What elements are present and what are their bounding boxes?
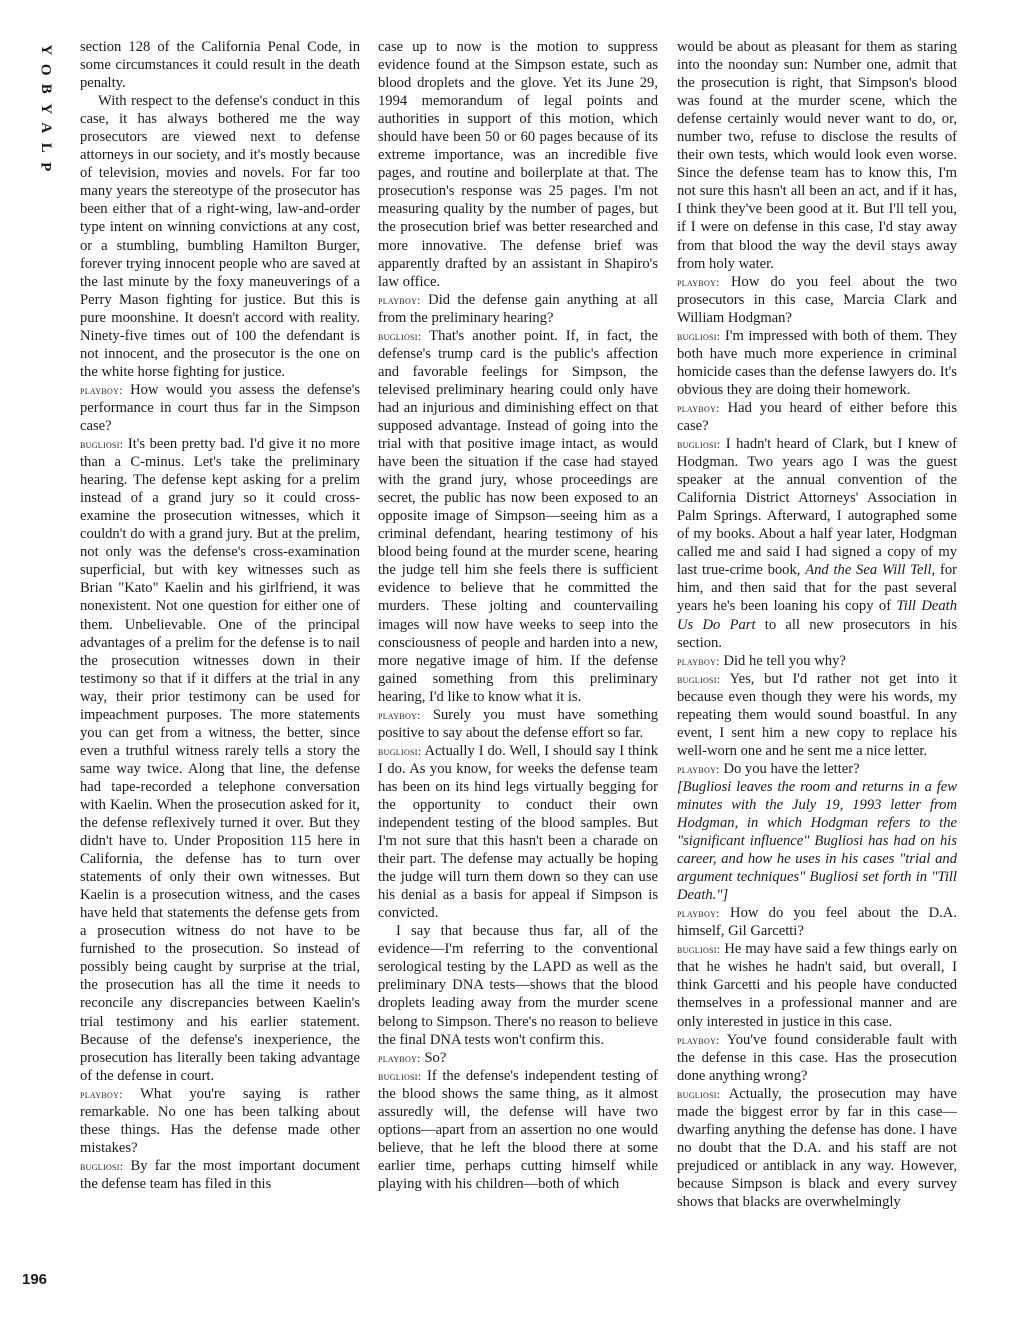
question-text: Had you heard of either before this case? bbox=[677, 399, 957, 434]
speaker-label: playboy: bbox=[677, 400, 720, 415]
text-column-3 bbox=[677, 38, 957, 1298]
speaker-label: bugliosi: bbox=[677, 942, 721, 957]
speaker-label: bugliosi: bbox=[80, 1158, 124, 1173]
speaker-label: playboy: bbox=[80, 1086, 123, 1101]
question-text: What you're saying is rather remarkable. No one has been talking about these things. Has the defense made other mistakes? bbox=[80, 1085, 360, 1156]
speaker-label: bugliosi: bbox=[677, 328, 721, 343]
answer-text: By far the most important document the defense team has filed in this bbox=[80, 1157, 360, 1192]
answer-text: It's been pretty bad. I'd give it no more than a C-minus. Let's take the preliminary hearing. The defense kept asking for a prelim instead of a grand jury so it could cross-examine the prosecution witnesses, which it couldn't do with a grand jury. But at the prelim, not only was the defense's cross-examination superficial, but with key witnesses such as Brian "Kato" Kaelin and his girlfriend, it was nonexistent. Not one question for either one of them. Unbelievable. One of the principal advantages of a prelim for the defense is to nail the prosecution witnesses down in their testimony so that if it differs at the trial in any way, their prior testimony can be used for impeachment purposes. The more statements you can get from a witness, the better, since even a truthful witness rarely tells a story the same way twice. Along that line, the defense had tape-recorded a telephone conversation with Kaelin. When the prosecution asked for it, the defense reflexively turned it over. But they didn't have to. Under Proposition 115 here in California, the defense has to turn over statements of only their own witnesses. But Kaelin is a prosecution witness, and the cases have held that statements the defense gets from a prosecution witness do not have to be furnished to the prosecution. So instead of possibly being caught by surprise at the trial, the prosecution has all the time it needs to reconcile any discrepancies between Kaelin's trial testimony and his earlier statement. Because of the defense's inexperience, the prosecution has literally been taking advantage of the defense in court. bbox=[80, 436, 360, 1084]
speaker-label: bugliosi: bbox=[378, 1068, 422, 1083]
subject-answer bbox=[80, 1157, 360, 1193]
subject-answer bbox=[677, 327, 957, 399]
speaker-label: playboy: bbox=[378, 292, 421, 307]
text-column-1 bbox=[80, 38, 360, 1298]
speaker-label: playboy: bbox=[677, 653, 720, 668]
masthead-letter: B bbox=[37, 83, 54, 94]
subject-answer bbox=[677, 670, 957, 760]
speaker-label: playboy: bbox=[677, 761, 720, 776]
paragraph: case up to now is the motion to suppress evidence found at the Simpson estate, such as blood droplets and the glove. Yet its June 29, 1994 memorandum of legal points and authorities in support of this motion, which should have been 50 or 60 pages because of its extreme importance, was an incredible five pages, and routine and boilerplate at that. The prosecution's response was 25 pages. I'm not measuring quality by the number of pages, but the prosecution brief was better researched and more innovative. The defense brief was apparently drafted by an assistant in Shapiro's law office. bbox=[378, 39, 658, 290]
paragraph: I say that because thus far, all of the evidence—I'm referring to the conventional serological testing by the LAPD as well as the preliminary DNA tests—shows that the blood droplets leading away from the murder scene belong to Simpson. There's no reason to believe the final DNA tests won't confirm this. bbox=[378, 923, 658, 1048]
interviewer-question bbox=[80, 381, 360, 435]
speaker-label: playboy: bbox=[378, 1050, 421, 1065]
page-number: 196 bbox=[22, 1271, 48, 1288]
interviewer-question bbox=[677, 904, 957, 940]
speaker-label: playboy: bbox=[80, 382, 123, 397]
subject-answer bbox=[80, 435, 360, 1085]
interviewer-question bbox=[677, 760, 957, 778]
interviewer-question bbox=[677, 1031, 957, 1085]
interviewer-question bbox=[677, 652, 957, 670]
book-title: And the Sea Will Tell bbox=[805, 562, 932, 579]
editorial-note: [Bugliosi leaves the room and returns in a few minutes with the July 19, 1993 letter from Hodgman, in which Hodgman refers to the "significant influence" Bugliosi has had on his career, and how he uses in his cases "trial and argument techniques" Bugliosi set forth in "Till Death."] bbox=[677, 778, 957, 904]
interviewer-question bbox=[80, 1085, 360, 1157]
masthead-letter: A bbox=[37, 122, 54, 134]
book-title: Till Death Us Do Part bbox=[677, 598, 957, 633]
answer-text: to all new prosecutors in his section. bbox=[677, 616, 957, 651]
interviewer-question bbox=[677, 399, 957, 435]
paragraph: would be about as pleasant for them as staring into the noonday sun: Number one, admit that the prosecution is right, that Simpson's blood was found at the murder scene, which the defense certainly would never want to do, or, number two, refuse to disclose the results of their own tests, which would look even worse. Since the defense team has to know this, I'm not sure this hasn't all been an act, and if it has, I think they've been good at it. But I'll tell you, if I were on defense in this case, I'd stay away from that blood the way the devil stays away from holy water. bbox=[677, 39, 957, 272]
question-text: How would you assess the defense's performance in court thus far in the Simpson case? bbox=[80, 381, 360, 434]
question-text: Do you have the letter? bbox=[723, 760, 860, 777]
answer-text: He may have said a few things early on that he wishes he hadn't said, but overall, I think Garcetti and his people have conducted themselves in a professional manner and are only interested in justice in this case. bbox=[677, 941, 957, 1030]
speaker-label: bugliosi: bbox=[677, 1086, 721, 1101]
speaker-label: playboy: bbox=[677, 1032, 720, 1047]
speaker-label: playboy: bbox=[677, 274, 720, 289]
answer-text: That's another point. If, in fact, the defense's trump card is the public's affection and favorable feelings for Simpson, the televised preliminary hearing could only have had an injurious and diminishing effect on that supposed advantage. Instead of going into the trial with that positive image intact, as would have been the situation if the case had stayed with the grand jury, whose proceedings are secret, the public has now been exposed to an opposite image of Simpson—seeing him as a criminal defendant, hearing testimony of his blood being found at the murder scene, hearing the judge tell him she feels there is sufficient evidence to believe that he committed the murders. These jolting and countervailing images will now have weeks to seep into the consciousness of people and harden into a new, more negative image of him. If the defense gained something from this preliminary hearing, I'd like to know what it is. bbox=[378, 327, 658, 705]
speaker-label: bugliosi: bbox=[677, 437, 721, 452]
masthead-letter: O bbox=[37, 63, 54, 76]
answer-text: I'm impressed with both of them. They both have much more experience in criminal homicide cases than the defense lawyers do. It's obvious they are doing their homework. bbox=[677, 327, 957, 398]
interviewer-question bbox=[378, 291, 658, 327]
question-text: How do you feel about the D.A. himself, Gil Garcetti? bbox=[677, 905, 957, 940]
question-text: You've found considerable fault with the defense in this case. Has the prosecution done anything wrong? bbox=[677, 1031, 957, 1084]
question-text: How do you feel about the two prosecutors in this case, Marcia Clark and William Hodgman? bbox=[677, 273, 957, 326]
speaker-label: bugliosi: bbox=[677, 671, 721, 686]
masthead-letter: P bbox=[37, 162, 54, 172]
speaker-label: bugliosi: bbox=[80, 437, 124, 452]
masthead-letter: Y bbox=[37, 102, 54, 114]
question-text: Did he tell you why? bbox=[723, 652, 846, 669]
answer-text: Actually, the prosecution may have made the biggest error by far in this case—dwarfing anything the defense has done. I have no doubt that the D.A. and his staff are not prejudiced or antiblack in any way. However, because Simpson is black and every survey shows that blacks are overwhelmingly bbox=[677, 1085, 957, 1210]
text-column-2 bbox=[378, 38, 658, 1298]
answer-text: Yes, but I'd rather not get into it because even though they were his words, my repeating them would sound boastful. In any event, I sent him a new copy to replace his well-worn one and he sent me a nice letter. bbox=[677, 670, 957, 759]
interviewer-question bbox=[378, 1049, 658, 1067]
paragraph: section 128 of the California Penal Code, in some circumstances it could result in the death penalty. bbox=[80, 39, 360, 92]
question-text: Did the defense gain anything at all from the preliminary hearing? bbox=[378, 291, 658, 326]
speaker-label: bugliosi: bbox=[378, 328, 422, 343]
subject-answer bbox=[677, 435, 957, 652]
subject-answer bbox=[378, 742, 658, 922]
interviewer-question bbox=[378, 706, 658, 742]
subject-answer bbox=[677, 1085, 957, 1211]
answer-text: If the defense's independent testing of the blood shows the same thing, as it almost assuredly will, the defense will have two options—apart from an assertion no one would believe, that he left the blood there at some earlier time, perhaps cutting himself while playing with his children—both of which bbox=[378, 1067, 658, 1192]
question-text: So? bbox=[424, 1049, 447, 1066]
masthead-playboy bbox=[26, 40, 60, 177]
masthead-letter: L bbox=[37, 142, 54, 153]
subject-answer bbox=[677, 940, 957, 1030]
interviewer-question bbox=[677, 273, 957, 327]
speaker-label: playboy: bbox=[378, 707, 421, 722]
speaker-label: playboy: bbox=[677, 906, 720, 921]
paragraph: With respect to the defense's conduct in this case, it has always bothered me the way prosecutors are viewed next to defense attorneys in our society, and it's mostly because of television, movies and novels. For far too many years the stereotype of the prosecutor has been either that of a right-wing, law-and-order type intent on winning convictions at any cost, or a stumbling, bumbling Hamilton Burger, forever trying innocent people who are saved at the last minute by the foxy maneuverings of a Perry Mason fighting for justice. But this is pure moonshine. It doesn't accord with reality. Ninety-five times out of 100 the defendant is not innocent, and the prosecutor is the one on the white horse fighting for justice. bbox=[80, 93, 360, 380]
speaker-label: bugliosi: bbox=[378, 743, 422, 758]
masthead-letter: Y bbox=[37, 44, 54, 56]
answer-text: Actually I do. Well, I should say I think I do. As you know, for weeks the defense team has been on its hind legs virtually begging for the opportunity to conduct their own independent testing of the blood samples. But I'm not sure that this hasn't been a charade on their part. The defense may actually be hoping the judge will turn them down so they can use his denial as a basis for appeal if Simpson is convicted. bbox=[378, 742, 658, 922]
subject-answer bbox=[378, 327, 658, 706]
subject-answer bbox=[378, 1067, 658, 1193]
answer-text: , for him, and then said that for the past several years he's been loaning his copy of bbox=[677, 562, 957, 615]
question-text: Surely you must have something positive to say about the defense effort so far. bbox=[378, 706, 658, 741]
answer-text: I hadn't heard of Clark, but I knew of Hodgman. Two years ago I was the guest speaker at the annual convention of the California District Attorneys' Association in Palm Springs. Afterward, I autographed some of my books. About a half year later, Hodgman called me and said I had signed a copy of my last true-crime book, bbox=[677, 436, 957, 579]
